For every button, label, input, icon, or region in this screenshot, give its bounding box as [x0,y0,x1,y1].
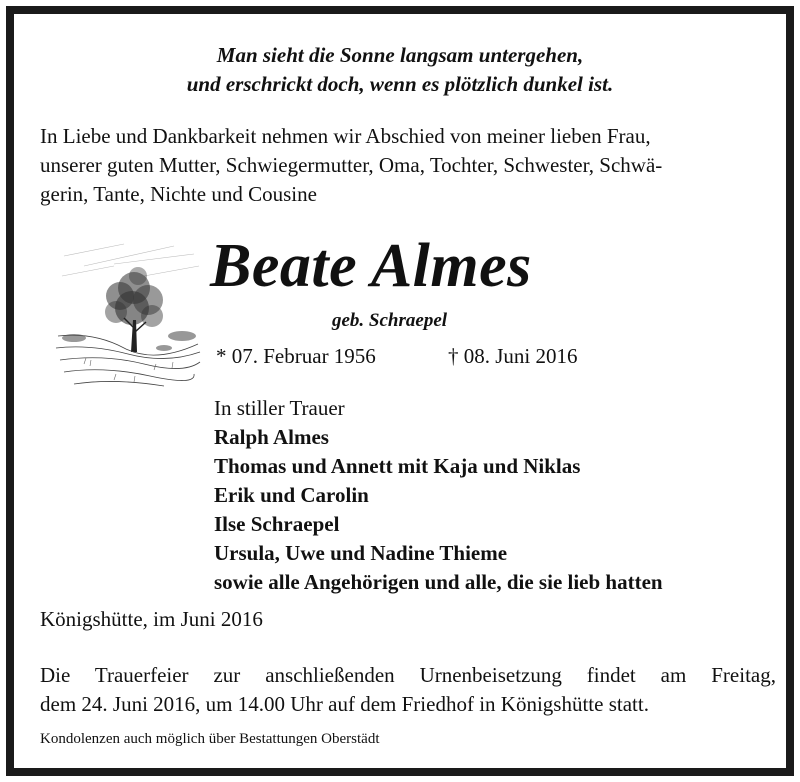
death-date: † 08. Juni 2016 [448,344,578,368]
mourner-name: Ilse Schraepel [214,512,340,536]
obituary-notice [6,6,794,776]
intro-line-2: unserer guten Mutter, Schwiegermutter, Oma, Tochter, Schwester, Schwä- [40,153,663,177]
place-date: Königshütte, im Juni 2016 [40,607,263,631]
intro-line-3: gerin, Tante, Nichte und Cousine [40,182,317,206]
mourner-name: Ursula, Uwe und Nadine Thieme [214,541,508,565]
mourner-name: sowie alle Angehörigen und alle, die sie lieb hatten [214,570,663,594]
mourner-name: Thomas und Annett mit Kaja und Niklas [214,454,581,478]
deceased-name: Beate Almes [210,232,532,300]
birth-date: * 07. Februar 1956 [216,344,376,368]
intro-line-1: In Liebe und Dankbarkeit nehmen wir Abschied von meiner lieben Frau, [40,124,651,148]
mourners-block [214,394,663,597]
tree-landscape-illustration [54,236,202,398]
intro-text [40,122,776,209]
condolences-note: Kondolenzen auch möglich über Bestattungen Oberstädt [40,731,380,747]
service-line-2: dem 24. Juni 2016, um 14.00 Uhr auf dem Friedhof in Königshütte statt. [40,692,649,716]
motto-line-2: und erschrickt doch, wenn es plötzlich dunkel ist. [186,72,614,96]
maiden-name: geb. Schraepel [332,310,448,331]
motto-line-1: Man sieht die Sonne langsam untergehen, [216,43,584,67]
mourners-lead: In stiller Trauer [214,396,345,420]
mourner-name: Ralph Almes [214,425,329,449]
service-line-1: Die Trauerfeier zur anschließenden Urnenbeisetzung findet am Freitag, [40,663,776,687]
service-info [40,661,776,719]
mourner-name: Erik und Carolin [214,483,369,507]
